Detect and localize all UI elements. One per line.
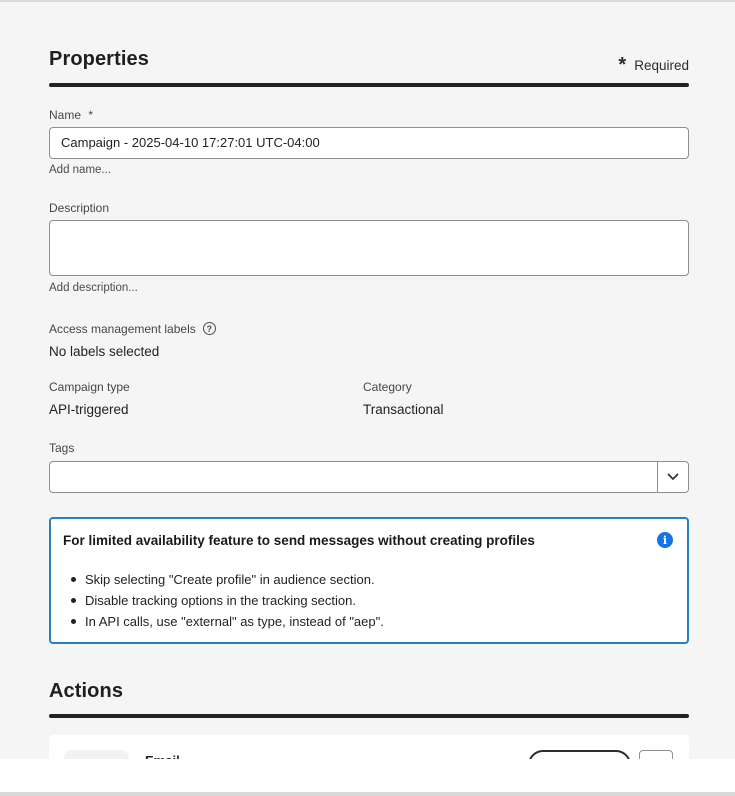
- campaign-type-label: Campaign type: [49, 380, 130, 394]
- category-value: Transactional: [363, 402, 444, 417]
- campaign-type-value: API-triggered: [49, 402, 129, 417]
- name-label: [49, 108, 93, 122]
- chevron-down-icon: [667, 473, 679, 481]
- name-label-text: Name: [49, 108, 82, 122]
- footer-strip: [0, 759, 735, 792]
- info-list-item: Skip selecting "Create profile" in audience section.: [71, 569, 384, 590]
- required-label: Required: [634, 57, 689, 73]
- info-callout: [49, 517, 689, 644]
- actions-heading: Actions: [49, 680, 124, 702]
- name-hint: Add name...: [49, 164, 112, 176]
- info-list-item: In API calls, use "external" as type, instead of "aep".: [71, 611, 384, 632]
- required-asterisk: *: [618, 54, 627, 76]
- tags-label: Tags: [49, 441, 75, 455]
- access-labels-label-text: Access management labels: [49, 322, 196, 336]
- actions-divider: [49, 714, 689, 718]
- description-textarea[interactable]: [49, 220, 689, 276]
- tags-combobox[interactable]: [49, 461, 689, 493]
- tags-dropdown-button[interactable]: [657, 462, 688, 492]
- info-icon: i: [657, 532, 673, 548]
- name-required-asterisk: *: [88, 108, 94, 122]
- name-input-value: Campaign - 2025-04-10 17:27:01 UTC-04:00: [61, 135, 320, 150]
- required-legend: [618, 55, 689, 75]
- properties-heading: Properties: [49, 48, 149, 70]
- properties-divider: [49, 83, 689, 87]
- category-label: Category: [363, 380, 412, 394]
- properties-panel: [0, 2, 735, 759]
- access-labels-value: No labels selected: [49, 344, 160, 359]
- description-label: Description: [49, 201, 110, 215]
- question-circle-icon[interactable]: ?: [203, 322, 216, 335]
- info-callout-list: [71, 569, 384, 632]
- window-bottom-edge: [0, 792, 735, 794]
- access-labels-label: [49, 322, 216, 336]
- name-input[interactable]: [49, 127, 689, 159]
- info-list-item: Disable tracking options in the tracking section.: [71, 590, 384, 611]
- description-hint: Add description...: [49, 282, 138, 294]
- info-callout-title: For limited availability feature to send messages without creating profiles: [63, 533, 535, 548]
